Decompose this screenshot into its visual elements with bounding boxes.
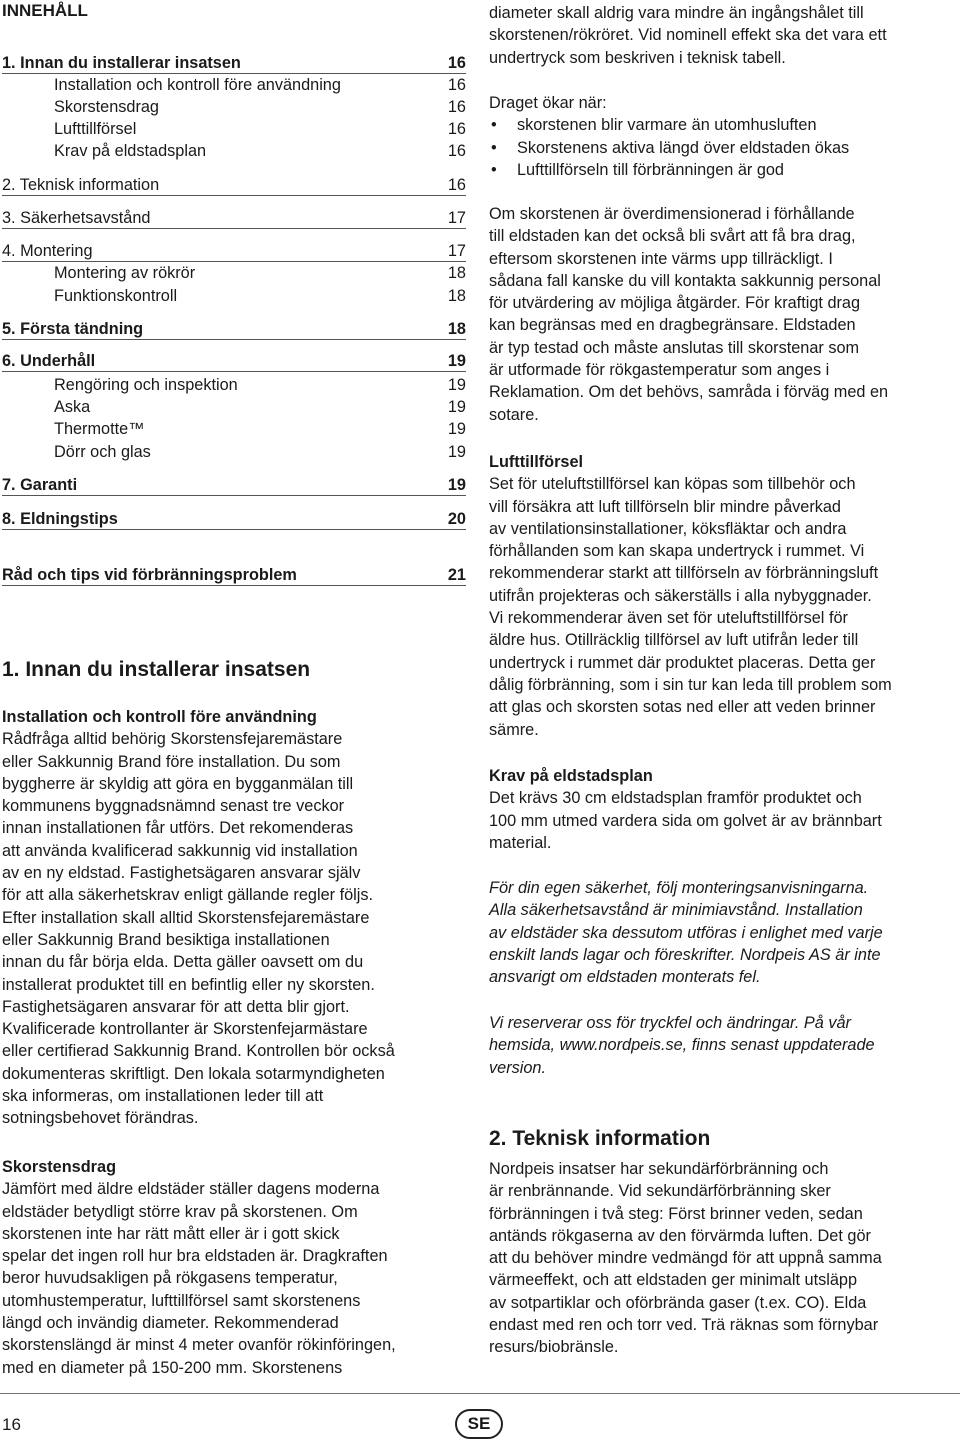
toc-row[interactable] bbox=[2, 52, 466, 74]
text-line: eller Sakkunnig Brand före installation. Du som bbox=[2, 752, 341, 771]
krav-block bbox=[489, 765, 959, 854]
toc-row-page: 16 bbox=[447, 76, 466, 94]
toc-row-label: 6. Underhåll bbox=[2, 352, 96, 370]
installation-block bbox=[2, 706, 472, 1130]
text-line: ska informeras, om installationen leder till att bbox=[2, 1087, 324, 1106]
text-line: förhållanden som kan skapa undertryck i rummet. Vi bbox=[489, 542, 865, 561]
text-line: till eldstaden kan det också bli svårt att få bra drag, bbox=[489, 227, 856, 246]
toc-row[interactable] bbox=[2, 350, 466, 372]
toc-row-page: 18 bbox=[447, 264, 466, 282]
text-line: sådana fall kanske du vill kontakta sakkunnig personal bbox=[489, 271, 881, 290]
toc-row[interactable] bbox=[2, 118, 466, 140]
text-line: sämre. bbox=[489, 720, 539, 739]
draget-bullet-list bbox=[489, 114, 959, 181]
text-line: att glas och skorsten sotas ned eller att veden brinner bbox=[489, 698, 876, 717]
skorstensdrag-text bbox=[2, 1178, 472, 1379]
toc-row-page: 17 bbox=[447, 242, 466, 260]
toc-row-page: 18 bbox=[447, 287, 466, 305]
section-1-title: 1. Innan du installerar insatsen bbox=[2, 658, 311, 681]
text-line: spelar det ingen roll hur bra eldstaden är. Dragkraften bbox=[2, 1247, 388, 1266]
text-line: Vi reserverar oss för tryckfel och ändringar. På vår bbox=[489, 1014, 851, 1032]
krav-heading: Krav på eldstadsplan bbox=[489, 767, 653, 785]
toc-row-label: Installation och kontroll före användning bbox=[54, 76, 341, 94]
text-line: version. bbox=[489, 1058, 547, 1077]
toc-row-label: Krav på eldstadsplan bbox=[54, 142, 207, 160]
bullet-item: • skorstenen blir varmare än utomhusluften bbox=[489, 114, 959, 136]
text-line: är utformade för rökgastemperatur som anges i bbox=[489, 361, 830, 380]
toc-row-page: 19 bbox=[447, 420, 466, 438]
text-line: skorstenslängd är minst 4 meter ovanför rökinföringen, bbox=[2, 1336, 396, 1355]
toc-row-label: Funktionskontroll bbox=[54, 287, 178, 305]
toc-row-page: 20 bbox=[447, 510, 466, 528]
text-line: kan begränsas med en dragbegränsare. Eldstaden bbox=[489, 316, 856, 335]
text-line: av sotpartiklar och oförbrända gaser (t.ex. CO). Elda bbox=[489, 1293, 867, 1312]
text-line: att använda kvalificerad sakkunnig vid installation bbox=[2, 841, 358, 860]
installation-text bbox=[2, 728, 472, 1129]
text-line: förbränningen i två steg: Först brinner veden, sedan bbox=[489, 1204, 863, 1223]
bullet-item: • Skorstenens aktiva längd över eldstaden ökas bbox=[489, 137, 959, 159]
text-line: Det krävs 30 cm eldstadsplan framför produktet och bbox=[489, 789, 862, 808]
text-line: Vi rekommenderar även set för uteluftstillförsel för bbox=[489, 609, 848, 628]
text-line: värmeeffekt, och att eldstaden ger minimalt utsläpp bbox=[489, 1271, 858, 1290]
text-line: diameter skall aldrig vara mindre än ingångshålet till bbox=[489, 4, 864, 22]
toc-row[interactable] bbox=[2, 418, 466, 440]
toc-row[interactable] bbox=[2, 240, 466, 262]
toc-row-label: 4. Montering bbox=[2, 242, 93, 260]
text-line: installerat produktet till en befintlig eller ny skorsten. bbox=[2, 975, 375, 994]
bullet-item: • Lufttillförseln till förbränningen är god bbox=[489, 159, 959, 181]
text-line: skorstenen/rökröret. Vid nominell effekt ska det vara ett bbox=[489, 26, 887, 45]
language-badge: SE bbox=[455, 1409, 503, 1439]
text-line: för att alla säkerhetskrav enligt gällande regler följs. bbox=[2, 886, 374, 905]
toc-row-label: Rengöring och inspektion bbox=[54, 376, 238, 394]
teknisk-text bbox=[489, 1158, 959, 1359]
toc-row-page: 19 bbox=[447, 376, 466, 394]
text-line: Jämfört med äldre eldstäder ställer dagens moderna bbox=[2, 1180, 380, 1199]
text-line: kommunens byggnadsnämnd senast tre veckor bbox=[2, 797, 345, 816]
text-line: eftersom skorstenen inte värms upp tillräckligt. I bbox=[489, 249, 833, 268]
toc-row-label: Lufttillförsel bbox=[54, 120, 137, 138]
text-line: Set för uteluftstillförsel kan köpas som tillbehör och bbox=[489, 475, 856, 494]
skorstensdrag-heading: Skorstensdrag bbox=[2, 1158, 117, 1176]
text-line: För din egen säkerhet, följ monteringsanvisningarna. bbox=[489, 879, 869, 897]
toc-row-page: 16 bbox=[447, 98, 466, 116]
toc-row-page: 21 bbox=[447, 566, 466, 584]
toc-row-page: 17 bbox=[447, 209, 466, 227]
text-line: innan du får börja elda. Detta gäller oavsett om du bbox=[2, 953, 364, 972]
text-line: antänds rökgaserna av den förvärmda luften. Det gör bbox=[489, 1226, 871, 1245]
text-line: byggherre är skyldig att göra en bygganmälan till bbox=[2, 774, 354, 793]
toc-row[interactable] bbox=[2, 140, 466, 162]
toc-row-page: 16 bbox=[447, 120, 466, 138]
toc-row[interactable] bbox=[2, 318, 466, 340]
text-line: beror huvudsakligen på rökgasens temperatur, bbox=[2, 1269, 338, 1288]
footer-divider bbox=[0, 1393, 960, 1394]
text-line: längd och invändig diameter. Rekommenderad bbox=[2, 1314, 339, 1333]
toc-row[interactable] bbox=[2, 374, 466, 396]
text-line: Om skorstenen är överdimensionerad i förhållande bbox=[489, 205, 855, 223]
text-line: skorstenen inte har rätt mått eller är i gott skick bbox=[2, 1224, 340, 1243]
text-line: äldre hus. Otillräcklig tillförsel av luft utifrån leder till bbox=[489, 631, 859, 650]
overdimension-text bbox=[489, 203, 959, 426]
toc-row[interactable] bbox=[2, 396, 466, 418]
text-line: 100 mm utmed vardera sida om golvet är av brännbart bbox=[489, 811, 882, 830]
draget-intro: Draget ökar när: bbox=[489, 94, 607, 112]
text-line: eldstäder betydligt större krav på skorstenen. Om bbox=[2, 1202, 358, 1221]
lufttillforsel-heading: Lufttillförsel bbox=[489, 453, 584, 471]
toc-row[interactable] bbox=[2, 564, 466, 586]
toc-row-label: Råd och tips vid förbränningsproblem bbox=[2, 566, 297, 584]
toc-row-page: 16 bbox=[447, 142, 466, 160]
text-line: Nordpeis insatser har sekundärförbränning och bbox=[489, 1160, 829, 1178]
text-line: av en ny eldstad. Fastighetsägaren ansvarar själv bbox=[2, 864, 361, 883]
toc-row-page: 19 bbox=[447, 443, 466, 461]
text-line: Rådfråga alltid behörig Skorstensfejaremästare bbox=[2, 730, 343, 749]
text-line: av eldstäder ska dessutom utföras i enlighet med varje bbox=[489, 923, 883, 942]
toc-row-page: 16 bbox=[447, 176, 466, 194]
draget-block bbox=[489, 92, 959, 181]
toc-row-label: 3. Säkerhetsavstånd bbox=[2, 209, 151, 227]
text-line: Reklamation. Om det behövs, samråda i förväg med en bbox=[489, 383, 889, 402]
text-line: dokumenteras skriftligt. Den lokala sotarmyndigheten bbox=[2, 1064, 385, 1083]
text-line: av ventilationsinstallationer, köksfläktar och andra bbox=[489, 519, 847, 538]
installation-heading: Installation och kontroll före användning bbox=[2, 708, 317, 726]
text-line: att du behöver mindre vedmängd för att uppnå samma bbox=[489, 1249, 882, 1268]
text-line: Alla säkerhetsavstånd är minimiavstånd. Installation bbox=[489, 901, 863, 920]
text-line: material. bbox=[489, 833, 552, 852]
toc-row[interactable] bbox=[2, 207, 466, 229]
section-2-title: 2. Teknisk information bbox=[489, 1127, 711, 1150]
toc-row[interactable] bbox=[2, 474, 466, 496]
toc-row-label: Thermotte™ bbox=[54, 420, 145, 438]
text-line: resurs/biobränsle. bbox=[489, 1338, 619, 1357]
toc-row-label: 2. Teknisk information bbox=[2, 176, 160, 194]
toc-row[interactable] bbox=[2, 508, 466, 530]
text-line: enskilt lands lagar och föreskrifter. Nordpeis AS är inte bbox=[489, 945, 881, 964]
text-line: rekommenderar starkt att tillförseln av förbränningsluft bbox=[489, 564, 879, 583]
text-line: endast med ren och torr ved. Trä räknas som förnybar bbox=[489, 1316, 879, 1335]
reservation-notice bbox=[489, 1012, 959, 1079]
toc-row-label: Dörr och glas bbox=[54, 443, 151, 461]
toc-row[interactable] bbox=[2, 285, 466, 307]
text-line: innan installationen får utförs. Det rekomenderas bbox=[2, 819, 354, 838]
lufttillforsel-block bbox=[489, 451, 959, 741]
toc-row[interactable] bbox=[2, 74, 466, 96]
toc-row-label: Skorstensdrag bbox=[54, 98, 159, 116]
text-line: utomhustemperatur, lufttillförsel samt skorstenens bbox=[2, 1291, 361, 1310]
text-line: ansvarigt om eldstaden monterats fel. bbox=[489, 968, 761, 987]
toc-row[interactable] bbox=[2, 262, 466, 284]
text-line: sotare. bbox=[489, 405, 539, 424]
section-2 bbox=[489, 1126, 959, 1152]
toc-row-label: 7. Garanti bbox=[2, 476, 78, 494]
toc-row[interactable] bbox=[2, 96, 466, 118]
page-number: 16 bbox=[2, 1415, 21, 1434]
text-line: är typ testad och måste anslutas till skorstenar som bbox=[489, 338, 860, 357]
text-line: Kvalificerade kontrollanter är Skorstenfejarmästare bbox=[2, 1020, 368, 1039]
text-line: är renbrännande. Vid sekundärförbränning sker bbox=[489, 1182, 831, 1201]
text-line: eller certifierad Sakkunnig Brand. Kontrollen bör också bbox=[2, 1042, 395, 1061]
skorstensdrag-block bbox=[2, 1156, 472, 1379]
toc-row-label: 8. Eldningstips bbox=[2, 510, 118, 528]
text-line: undertryck som beskriven i teknisk tabell. bbox=[489, 48, 786, 67]
krav-text bbox=[489, 787, 959, 854]
text-line: Fastighetsägaren ansvarar för att detta blir gjort. bbox=[2, 997, 350, 1016]
lufttillforsel-text bbox=[489, 473, 959, 741]
text-line: Efter installation skall alltid Skorstensfejaremästare bbox=[2, 908, 370, 927]
toc-row[interactable] bbox=[2, 174, 466, 196]
toc-row-label: Montering av rökrör bbox=[54, 264, 196, 282]
toc-row-page: 19 bbox=[447, 352, 466, 370]
toc-row-label: 5. Första tändning bbox=[2, 320, 144, 338]
toc-row-page: 18 bbox=[447, 320, 466, 338]
text-line: dålig förbränning, som i sin tur kan leda till problem som bbox=[489, 675, 892, 694]
text-line: eller Sakkunnig Brand besiktiga installationen bbox=[2, 930, 330, 949]
toc-title: INNEHÅLL bbox=[2, 1, 88, 20]
toc-row-page: 16 bbox=[447, 54, 466, 72]
text-line: sotningsbehovet förändras. bbox=[2, 1109, 199, 1128]
safety-notice bbox=[489, 877, 959, 988]
toc-row-label: 1. Innan du installerar insatsen bbox=[2, 54, 241, 72]
toc-row-label: Aska bbox=[54, 398, 91, 416]
text-line: för utvärdering av möjliga åtgärder. För kraftigt drag bbox=[489, 294, 861, 313]
toc-row-page: 19 bbox=[447, 398, 466, 416]
text-line: utifrån projekteras och säkerställs i alla nybyggnader. bbox=[489, 586, 872, 605]
draft-intro-text bbox=[489, 2, 959, 69]
toc-row[interactable] bbox=[2, 441, 466, 463]
text-line: undertryck i rummet där produktet placeras. Detta ger bbox=[489, 653, 876, 672]
text-line: hemsida, www.nordpeis.se, finns senast uppdaterade bbox=[489, 1036, 875, 1055]
toc-row-page: 19 bbox=[447, 476, 466, 494]
section-1 bbox=[2, 657, 472, 683]
text-line: vill försäkra att luft tillförseln blir mindre påverkad bbox=[489, 497, 841, 516]
text-line: med en diameter på 150-200 mm. Skorstenens bbox=[2, 1358, 343, 1377]
